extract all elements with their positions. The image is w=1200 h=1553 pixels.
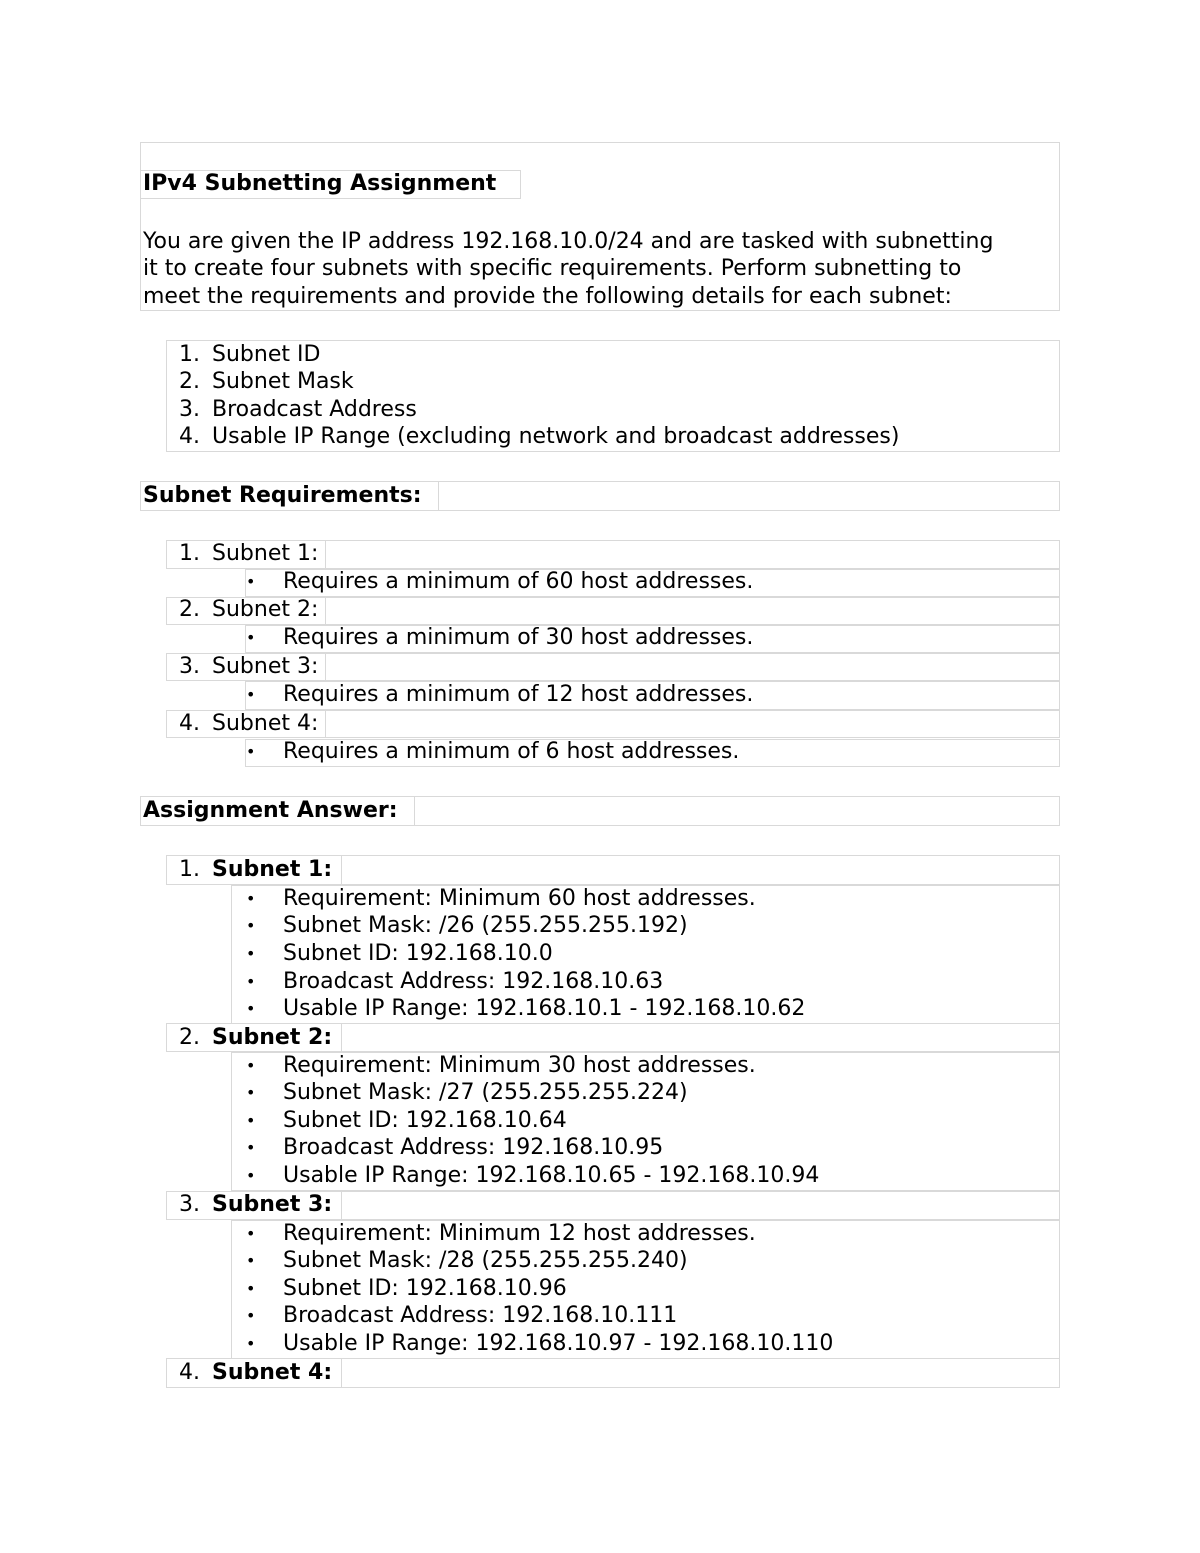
bullet-icon: • bbox=[246, 742, 256, 761]
details-num: 2. bbox=[179, 369, 200, 394]
bullet-icon: • bbox=[246, 685, 256, 704]
req-num: 4. bbox=[179, 711, 200, 736]
req-detail: Requires a minimum of 30 host addresses. bbox=[283, 625, 754, 650]
bullet-icon: • bbox=[246, 1166, 256, 1185]
answer-label: Subnet 1: bbox=[212, 857, 333, 882]
details-num: 4. bbox=[179, 424, 200, 449]
answer-heading: Assignment Answer: bbox=[143, 798, 398, 823]
req-detail: Requires a minimum of 6 host addresses. bbox=[283, 739, 740, 764]
req-num: 3. bbox=[179, 654, 200, 679]
answer-label: Subnet 2: bbox=[212, 1025, 333, 1050]
answer-item: Subnet Mask: /27 (255.255.255.224) bbox=[283, 1080, 688, 1105]
answer-item: Subnet ID: 192.168.10.64 bbox=[283, 1108, 567, 1133]
answer-item: Subnet ID: 192.168.10.96 bbox=[283, 1276, 567, 1301]
req-detail: Requires a minimum of 12 host addresses. bbox=[283, 682, 754, 707]
req-num: 2. bbox=[179, 597, 200, 622]
details-item: Subnet Mask bbox=[212, 369, 354, 394]
answer-num: 1. bbox=[179, 857, 200, 882]
answer-label: Subnet 4: bbox=[212, 1360, 333, 1385]
answer-item: Broadcast Address: 192.168.10.63 bbox=[283, 969, 664, 994]
bullet-icon: • bbox=[246, 1138, 256, 1157]
details-num: 3. bbox=[179, 397, 200, 422]
req-label: Subnet 3: bbox=[212, 654, 319, 679]
bullet-icon: • bbox=[246, 1279, 256, 1298]
answer-item: Requirement: Minimum 12 host addresses. bbox=[283, 1221, 756, 1246]
bullet-icon: • bbox=[246, 1056, 256, 1075]
answer-label: Subnet 3: bbox=[212, 1192, 333, 1217]
bullet-icon: • bbox=[246, 972, 256, 991]
intro-line-2: it to create four subnets with specific requirements. Perform subnetting to bbox=[143, 256, 962, 281]
answer-item: Requirement: Minimum 30 host addresses. bbox=[283, 1053, 756, 1078]
answer-num: 2. bbox=[179, 1025, 200, 1050]
answer-item: Broadcast Address: 192.168.10.111 bbox=[283, 1303, 678, 1328]
answer-item: Usable IP Range: 192.168.10.97 - 192.168.10.110 bbox=[283, 1331, 834, 1356]
details-num: 1. bbox=[179, 342, 200, 367]
answer-num: 3. bbox=[179, 1192, 200, 1217]
intro-line-1: You are given the IP address 192.168.10.0/24 and are tasked with subnetting bbox=[143, 229, 994, 254]
requirements-heading: Subnet Requirements: bbox=[143, 483, 422, 508]
details-item: Subnet ID bbox=[212, 342, 321, 367]
answer-item: Usable IP Range: 192.168.10.1 - 192.168.10.62 bbox=[283, 996, 806, 1021]
req-label: Subnet 1: bbox=[212, 541, 319, 566]
intro-line-3: meet the requirements and provide the following details for each subnet: bbox=[143, 284, 952, 309]
bullet-icon: • bbox=[246, 916, 256, 935]
bullet-icon: • bbox=[246, 1111, 256, 1130]
bullet-icon: • bbox=[246, 1251, 256, 1270]
answer-item: Broadcast Address: 192.168.10.95 bbox=[283, 1135, 664, 1160]
page-title: IPv4 Subnetting Assignment bbox=[143, 171, 497, 196]
bullet-icon: • bbox=[246, 1083, 256, 1102]
answer-item: Usable IP Range: 192.168.10.65 - 192.168.10.94 bbox=[283, 1163, 820, 1188]
bullet-icon: • bbox=[246, 1306, 256, 1325]
answer-item: Subnet Mask: /26 (255.255.255.192) bbox=[283, 913, 688, 938]
bullet-icon: • bbox=[246, 1224, 256, 1243]
bullet-icon: • bbox=[246, 999, 256, 1018]
bullet-icon: • bbox=[246, 572, 256, 591]
answer-item: Requirement: Minimum 60 host addresses. bbox=[283, 886, 756, 911]
bullet-icon: • bbox=[246, 944, 256, 963]
req-label: Subnet 4: bbox=[212, 711, 319, 736]
bullet-icon: • bbox=[246, 628, 256, 647]
answer-num: 4. bbox=[179, 1360, 200, 1385]
answer-item: Subnet Mask: /28 (255.255.255.240) bbox=[283, 1248, 688, 1273]
details-item: Usable IP Range (excluding network and broadcast addresses) bbox=[212, 424, 900, 449]
req-detail: Requires a minimum of 60 host addresses. bbox=[283, 569, 754, 594]
req-label: Subnet 2: bbox=[212, 597, 319, 622]
details-item: Broadcast Address bbox=[212, 397, 417, 422]
answer-item: Subnet ID: 192.168.10.0 bbox=[283, 941, 553, 966]
bullet-icon: • bbox=[246, 1334, 256, 1353]
req-num: 1. bbox=[179, 541, 200, 566]
bullet-icon: • bbox=[246, 889, 256, 908]
